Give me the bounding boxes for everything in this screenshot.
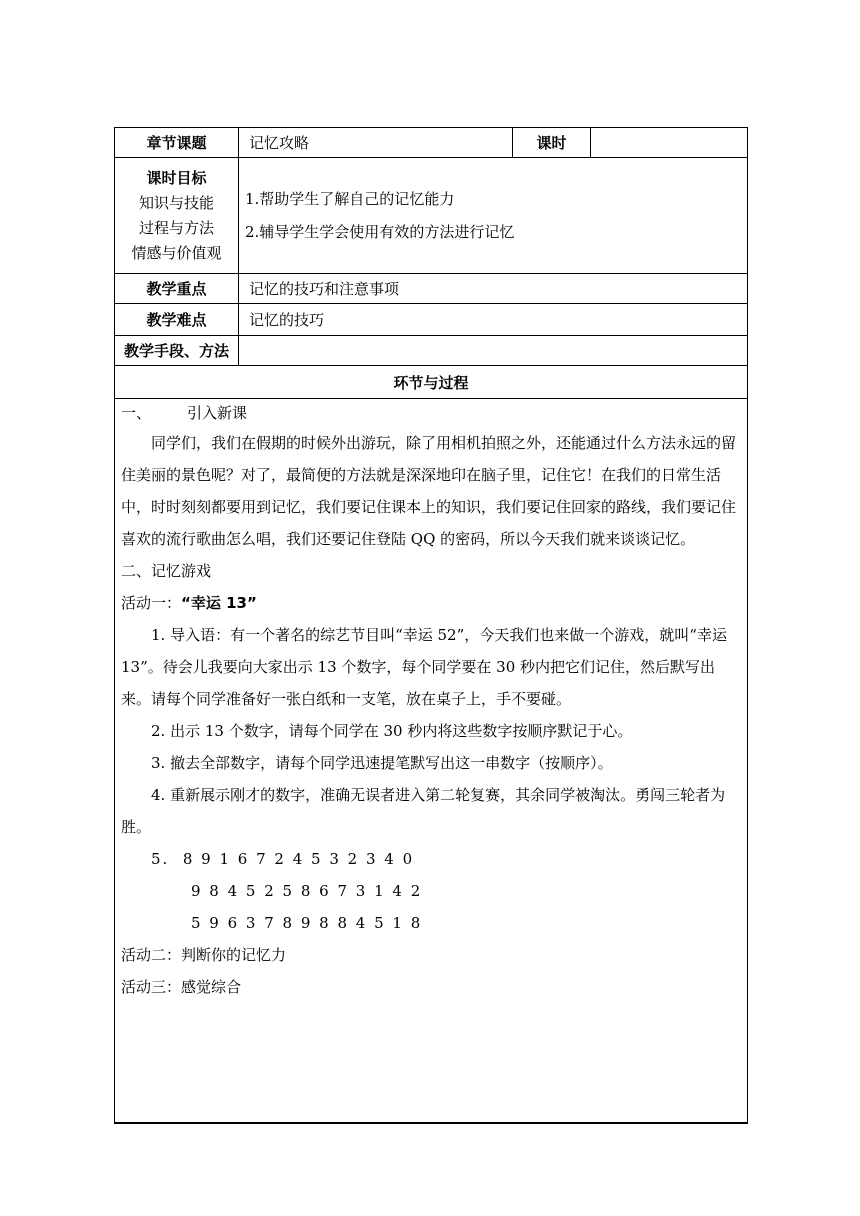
- step-2: 2. 出示 13 个数字，请每个同学在 30 秒内将这些数字按顺序默记于心。: [151, 722, 633, 740]
- topic-label: 章节课题: [115, 128, 239, 157]
- step-1: 1. 导入语：有一个著名的综艺节目叫“幸运 52”，今天我们也来做一个游戏，就叫“幸运 13”。待会儿我要向大家出示 13 个数字，每个同学要在 30 秒内把它们记住，然后默写出来。请每个同学准备好一张白纸和一支笔，放在桌子上，手不要碰。: [121, 626, 727, 708]
- activity-1-title: “幸运 13”: [181, 594, 257, 612]
- focus-value: 记忆的技巧和注意事项: [249, 280, 400, 298]
- goal-item-2: 2.辅导学生学会使用有效的方法进行记忆: [245, 222, 515, 241]
- number-row-1: 5. 8 9 1 6 7 2 4 5 3 2 3 4 0: [151, 850, 415, 868]
- focus-label: 教学重点: [115, 274, 239, 303]
- difficulty-label: 教学难点: [115, 304, 239, 335]
- period-value: [591, 128, 747, 157]
- activity-3: 活动三：感觉综合: [121, 978, 242, 996]
- goal-process: 过程与方法: [138, 218, 214, 237]
- process-title: 环节与过程: [393, 373, 469, 392]
- step-3: 3. 撤去全部数字，请每个同学迅速提笔默写出这一串数字（按顺序）。: [151, 754, 613, 772]
- means-value: [239, 336, 747, 365]
- goals-title: 课时目标: [146, 168, 207, 187]
- activity-1-prefix: 活动一：: [121, 594, 182, 612]
- goals-values: [239, 158, 747, 273]
- difficulty-row: [115, 304, 747, 336]
- goals-labels: [115, 158, 239, 273]
- section-2-heading: 二、记忆游戏: [121, 562, 212, 580]
- goals-row: [115, 158, 747, 274]
- goal-knowledge: 知识与技能: [138, 193, 214, 212]
- goal-emotion: 情感与价值观: [131, 243, 222, 262]
- means-label: 教学手段、方法: [115, 336, 239, 365]
- intro-paragraph: 同学们，我们在假期的时候外出游玩，除了用相机拍照之外，还能通过什么方法永远的留住美丽的景色呢？对了，最简便的方法就是深深地印在脑子里，记住它！在我们的日常生活中，时时刻刻都要用到记忆，我们要记住课本上的知识，我们要记住回家的路线，我们要记住喜欢的流行歌曲怎么唱，我们还要记住登陆 QQ 的密码，所以今天我们就来谈谈记忆。: [121, 434, 737, 548]
- process-body: [115, 399, 747, 1122]
- topic-value: 记忆攻略: [239, 128, 513, 157]
- section-1-heading: [121, 399, 741, 427]
- means-row: [115, 336, 747, 366]
- process-title-row: [115, 366, 747, 399]
- section-1-title: 引入新课: [187, 404, 248, 422]
- number-row-2: 9 8 4 5 2 5 8 6 7 3 1 4 2: [191, 882, 423, 900]
- number-row-3: 5 9 6 3 7 8 9 8 8 4 5 1 8: [191, 914, 423, 932]
- topic-row: [115, 128, 747, 158]
- goal-item-1: 1.帮助学生了解自己的记忆能力: [245, 189, 455, 208]
- activity-1-heading: [121, 587, 741, 619]
- section-1-number: 一、: [121, 404, 152, 422]
- activity-2: 活动二：判断你的记忆力: [121, 946, 287, 964]
- period-label: 课时: [513, 128, 591, 157]
- difficulty-value: 记忆的技巧: [249, 311, 325, 329]
- step-4: 4. 重新展示刚才的数字，准确无误者进入第二轮复赛，其余同学被淘汰。勇闯三轮者为胜。: [121, 786, 726, 836]
- focus-row: [115, 274, 747, 304]
- lesson-plan-table: [114, 127, 748, 1124]
